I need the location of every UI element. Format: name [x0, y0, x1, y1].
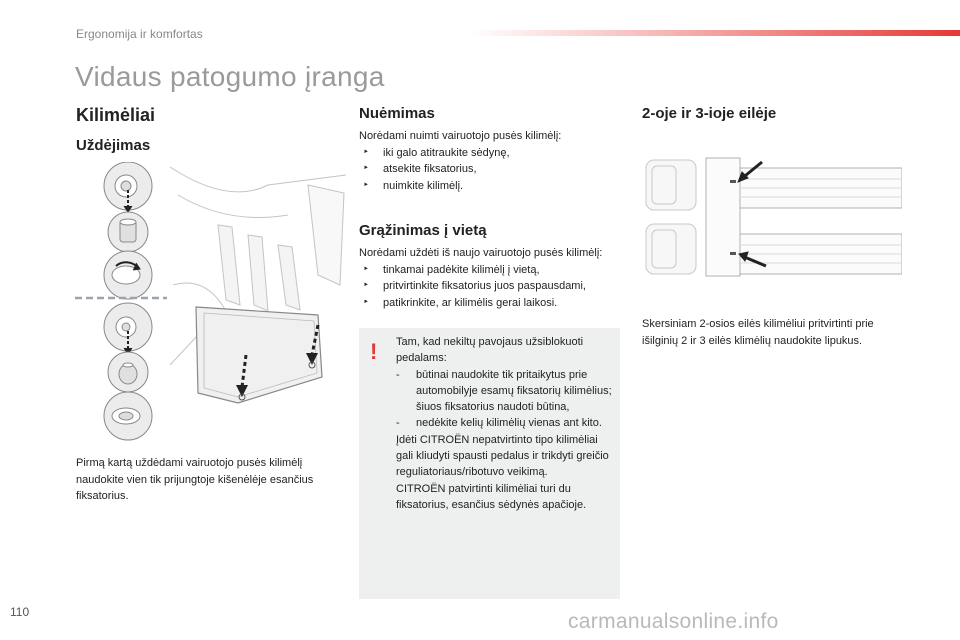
heading-kilimeliai: Kilimėliai: [76, 105, 156, 125]
warning-items: [396, 367, 614, 432]
heading-rows: 2-oje ir 3-ioje eilėje: [642, 105, 777, 122]
fastener-step-3: [104, 251, 152, 299]
removal-intro: Norėdami nuimti vairuotojo pusės kilimėlį:: [359, 130, 562, 142]
fastener-step-2: [108, 212, 148, 252]
warning-para-2: CITROËN patvirtinti kilimėliai turi du fiksatorius, esančius sėdynės apačioje.: [396, 482, 587, 511]
list-item: - būtinai naudokite tik pritaikytus prie automobilyje esamų fiksatorių kilimėlius; šiuos fiksatorius naudoti būtina,: [396, 367, 614, 416]
warning-para-1: Įdėti CITROËN nepatvirtinto tipo kilimėliai gali kliudyti spausti pedalus ir trikdyti greičio reguliatoriaus/ribotuvo veikimą.: [396, 433, 609, 479]
list-item: ‣ pritvirtinkite fiksatorius juos paspausdami,: [359, 278, 621, 295]
removal-steps: [359, 145, 619, 195]
page-number: 110: [10, 605, 30, 619]
list-item: ‣ nuimkite kilimėlį.: [359, 178, 619, 195]
refit-intro: Norėdami uždėti iš naujo vairuotojo pusės kilimėlį:: [359, 247, 603, 259]
driver-footwell-illustration: [168, 165, 348, 413]
left-caption: Pirmą kartą uždėdami vairuotojo pusės kilimėlį naudokite vien tik prijungtoje kišenėlėje esančius fiksatorius.: [76, 457, 314, 502]
fastener-step-6: [104, 392, 152, 440]
refit-block: [359, 245, 621, 311]
fastener-step-4: [104, 303, 152, 354]
rear-rows-mat-illustration: [642, 152, 902, 280]
list-item: - nedėkite kelių kilimėlių vienas ant kito.: [396, 415, 614, 431]
warning-text: [396, 334, 614, 513]
warning-icon: !: [370, 339, 378, 364]
list-item: ‣ atsekite fiksatorius,: [359, 161, 619, 178]
fastener-step-5: [108, 352, 148, 392]
heading-nuemimas: Nuėmimas: [359, 105, 435, 122]
divider-dashed: [75, 296, 167, 300]
header-accent-bar: [470, 30, 960, 36]
list-item: ‣ tinkamai padėkite kilimėlį į vietą,: [359, 262, 621, 279]
rows-text: Skersiniam 2-osios eilės kilimėliui pritvirtinti prie išilginių 2 ir 3 eilės klimėlių naudokite lipukus.: [642, 318, 874, 347]
heading-grazinimas: Grąžinimas į vietą: [359, 222, 487, 239]
refit-steps: [359, 262, 621, 312]
page-title: Vidaus patogumo įranga: [75, 61, 385, 92]
warning-intro: Tam, kad nekiltų pavojaus užsiblokuoti pedalams:: [396, 336, 584, 365]
list-item: ‣ patikrinkite, ar kilimėlis gerai laikosi.: [359, 295, 621, 312]
fastener-step-1: [104, 162, 152, 212]
watermark: carmanualsonline.info: [568, 610, 779, 633]
subheading-udejimas: Uždėjimas: [76, 137, 151, 154]
floor-mat: [196, 307, 322, 403]
fastener-steps-illustration: [96, 162, 166, 444]
list-item: ‣ iki galo atitraukite sėdynę,: [359, 145, 619, 162]
removal-block: [359, 128, 619, 194]
section-header: Ergonomija ir komfortas: [76, 27, 203, 41]
transverse-mat: [706, 158, 740, 276]
